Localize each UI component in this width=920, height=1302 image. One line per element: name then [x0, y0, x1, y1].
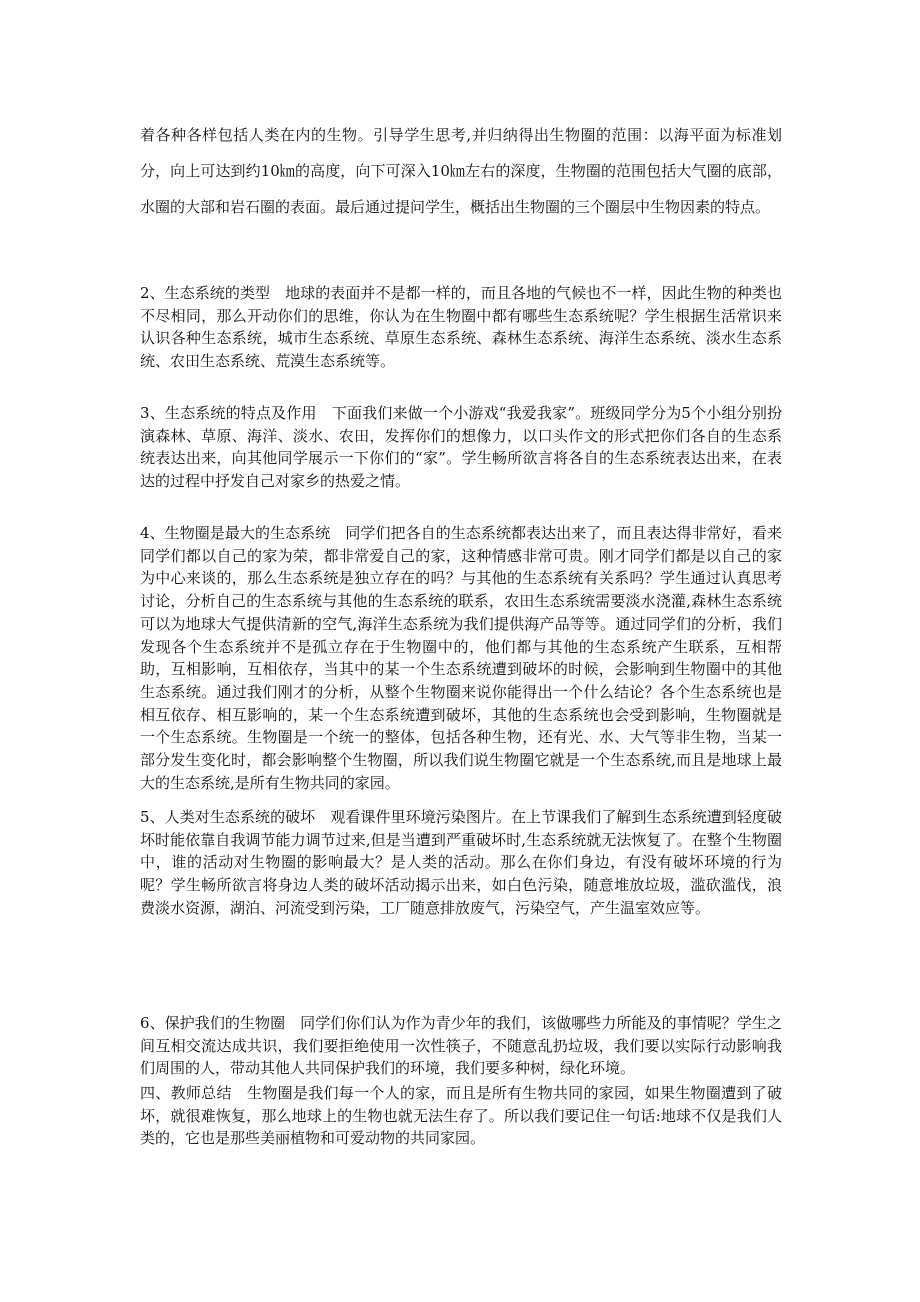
paragraph-biosphere-range: 着各种各样包括人类在内的生物。引导学生思考,并归纳得出生物圈的范围：以海平面为标准划分，向上可达到约10㎞的高度，向下可深入10㎞左右的深度，生物圈的范围包括大气圈的底部，水圈的大部和岩石圈的表面。最后通过提问学生，概括出生物圈的三个圈层中生物因素的特点。 [140, 126, 782, 216]
paragraph-ecosystem-types: 2、生态系统的类型 地球的表面并不是都一样的，而且各地的气候也不一样，因此生物的种类也不尽相同，那么开动你们的思维，你认为在生物圈中都有哪些生态系统呢？学生根据生活常识来认识各种生态系统，城市生态系统、草原生态系统、森林生态系统、海洋生态系统、淡水生态系统、农田生态系统、荒漠生态系统等。 [140, 284, 782, 371]
paragraph-largest-ecosystem: 4、生物圈是最大的生态系统 同学们把各自的生态系统都表达出来了，而且表达得非常好，看来同学们都以自己的家为荣，都非常爱自己的家，这种情感非常可贵。刚才同学们都是以自己的家为中心来谈的，那么生态系统是独立存在的吗？与其他的生态系统有关系吗？学生通过认真思考讨论，分析自己的生态系统与其他的生态系统的联系，农田生态系统需要淡水浇灌,森林生态系统可以为地球大气提供清新的空气,海洋生态系统为我们提供海产品等等。通过同学们的分析，我们发现各个生态系统并不是孤立存在于生物圈中的，他们都与其他的生态系统产生联系，互相帮助，互相影响，互相依存，当其中的某一个生态系统遭到破坏的时候，会影响到生物圈中的其他生态系统。通过我们刚才的分析，从整个生物圈来说你能得出一个什么结论？各个生态系统也是相互依存、相互影响的，某一个生态系统遭到破坏，其他的生态系统也会受到影响，生物圈就是一个生态系统。生物圈是一个统一的整体，包括各种生物，还有光、水、大气等非生物，当某一部分发生变化时，都会影响整个生物圈，所以我们说生物圈它就是一个生态系统,而且是地球上最大的生态系统,是所有生物共同的家园。 [140, 524, 782, 792]
paragraph-human-damage: 5、人类对生态系统的破坏 观看课件里环境污染图片。在上节课我们了解到生态系统遭到轻度破坏时能依靠自我调节能力调节过来,但是当遭到严重破坏时,生态系统就无法恢复了。在整个生物圈中，谁的活动对生物圈的影响最大？是人类的活动。那么在你们身边，有没有破坏环境的行为呢？学生畅所欲言将身边人类的破坏活动揭示出来，如白色污染，随意堆放垃圾，滥砍滥伐，浪费淡水资源，湖泊、河流受到污染，工厂随意排放废气，污染空气，产生温室效应等。 [140, 808, 782, 917]
paragraph-ecosystem-features: 3、生态系统的特点及作用 下面我们来做一个小游戏“我爱我家”。班级同学分为5个小组分别扮演森林、草原、海洋、淡水、农田，发挥你们的想像力，以口头作文的形式把你们各自的生态系统表达出来，向其他同学展示一下你们的“家”。学生畅所欲言将各自的生态系统表达出来，在表达的过程中抒发自己对家乡的热爱之情。 [140, 404, 782, 491]
paragraph-protect-biosphere: 6、保护我们的生物圈 同学们你们认为作为青少年的我们，该做哪些力所能及的事情呢？学生之间互相交流达成共识，我们要拒绝使用一次性筷子，不随意乱扔垃圾，我们要以实际行动影响我们周围的人，带动其他人共同保护我们的环境，我们要多种树，绿化环境。 [140, 1014, 782, 1078]
paragraph-teacher-summary: 四、教师总结 生物圈是我们每一个人的家，而且是所有生物共同的家园，如果生物圈遭到了破坏，就很难恢复，那么地球上的生物也就无法生存了。所以我们要记住一句话:地球不仅是我们人类的，它也是那些美丽植物和可爱动物的共同家园。 [140, 1084, 782, 1148]
